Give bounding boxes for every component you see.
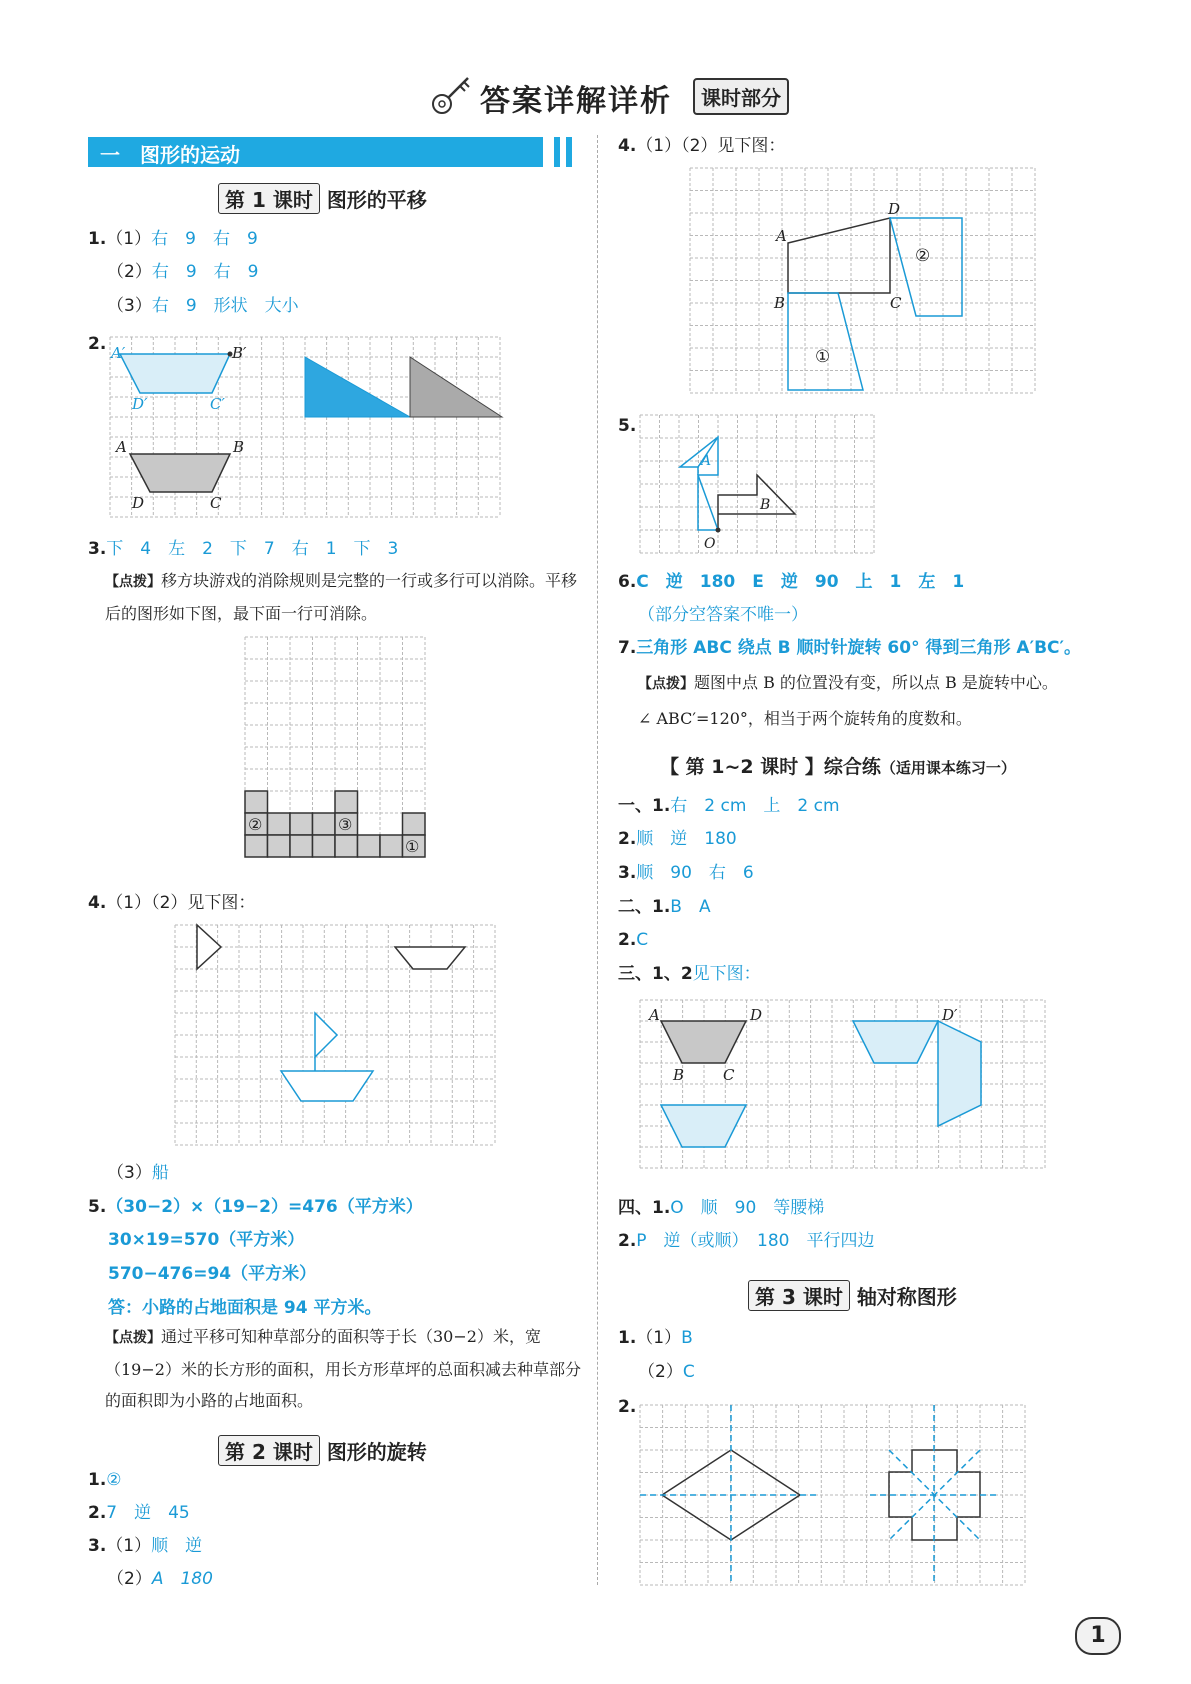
q3-note: 【点拨】移方块游戏的消除规则是完整的一行或多行可以消除。平移后的图形如下图，最下面一行可消除。 — [105, 571, 578, 623]
c1-1: 一、1.右 2 cm 上 2 cm — [618, 796, 840, 816]
svg-text:B′: B′ — [232, 344, 247, 362]
q5-line4: 答：小路的占地面积是 94 平方米。 — [108, 1298, 382, 1318]
svg-text:C: C — [723, 1066, 735, 1084]
q3-answer: 3.下 4 左 2 下 7 右 1 下 3 — [88, 539, 399, 559]
r-q7: 7.三角形 ABC 绕点 B 顺时针旋转 60° 得到三角形 A′BC′。 — [618, 638, 1081, 658]
l2-q2: 2.7 逆 45 — [88, 1503, 190, 1523]
section-title: 一 图形的运动 — [100, 143, 240, 167]
lesson-2-box: 第 2 课时 — [218, 1435, 320, 1466]
c4-2: 2.P 逆（或顺） 180 平行四边 — [618, 1231, 875, 1251]
q5-line1: 5.（30−2）×（19−2）=476（平方米） — [88, 1197, 423, 1217]
lesson-1-subtitle: 图形的平移 — [326, 188, 427, 212]
svg-text:②: ② — [915, 246, 931, 266]
l2-q1: 1.② — [88, 1470, 122, 1490]
q4-left: 4.（1）（2）见下图： — [88, 893, 256, 913]
l3-q2-figure — [640, 1405, 1025, 1585]
lesson-3-box: 第 3 课时 — [748, 1280, 850, 1311]
svg-text:D: D — [888, 200, 901, 218]
lesson-12-heading: 【 第 1~2 课时 】综合练（适用课本练习一） — [660, 756, 1016, 778]
r-q7-note2: ∠ ABC′=120°，相当于两个旋转角的度数和。 — [638, 709, 972, 728]
svg-text:C′: C′ — [210, 395, 225, 413]
c4-1: 四、1.O 顺 90 等腰梯 — [618, 1198, 825, 1218]
lesson-1-heading — [218, 183, 427, 214]
svg-text:C: C — [210, 494, 222, 512]
svg-text:D′: D′ — [132, 395, 148, 413]
svg-text:A: A — [649, 1006, 660, 1024]
page-title: 答案详解详析 — [480, 84, 672, 119]
q4-3: （3）船 — [107, 1163, 169, 1183]
r-q5-figure — [640, 415, 875, 555]
q1-line3: （3）右 9 形状 大小 — [107, 296, 299, 316]
svg-text:B: B — [774, 294, 786, 312]
section-bar — [88, 137, 543, 167]
svg-text:C: C — [890, 294, 902, 312]
svg-text:O: O — [704, 536, 716, 552]
svg-text:D: D — [750, 1006, 763, 1024]
svg-text:A′: A′ — [111, 344, 126, 362]
svg-text:B: B — [760, 497, 771, 513]
svg-text:①: ① — [815, 347, 831, 367]
svg-text:B: B — [233, 438, 245, 456]
r-q6-note: （部分空答案不唯一） — [638, 605, 808, 625]
lesson-1-box: 第 1 课时 — [218, 183, 320, 214]
svg-text:D′: D′ — [942, 1006, 958, 1024]
c2-1: 二、1.B A — [618, 897, 711, 917]
svg-text:③: ③ — [338, 815, 353, 834]
q4-left-figure — [175, 925, 495, 1145]
c3: 三、1、2见下图： — [618, 964, 761, 984]
section-bar-stripe — [554, 137, 560, 167]
c1-3: 3.顺 90 右 6 — [618, 863, 754, 883]
l2-q3-1: 3.（1）顺 逆 — [88, 1536, 203, 1556]
q1-line2: （2）右 9 右 9 — [107, 262, 259, 282]
q5-note: 【点拨】通过平移可知种草部分的面积等于长（30−2）米，宽（19−2）米的长方形的面积，用长方形草坪的总面积减去种草部分的面积即为小路的占地面积。 — [105, 1327, 581, 1410]
page-number: 1 — [1075, 1617, 1121, 1655]
r-q5-label: 5. — [618, 416, 637, 436]
r-q4: 4.（1）（2）见下图： — [618, 136, 786, 156]
section-bar-stripe — [566, 137, 572, 167]
r-q6: 6.C 逆 180 E 逆 90 上 1 左 1 — [618, 572, 965, 592]
l2-q3-2: （2）A 180 — [107, 1569, 213, 1589]
q2-figure — [110, 337, 505, 517]
q5-line2: 30×19=570（平方米） — [108, 1230, 305, 1250]
q2-label: 2. — [88, 334, 107, 354]
c1-2: 2.顺 逆 180 — [618, 829, 737, 849]
l3-q1-1: 1.（1）B — [618, 1328, 693, 1348]
lesson-2-subtitle: 图形的旋转 — [326, 1440, 427, 1464]
column-divider — [597, 135, 598, 1585]
page-tag: 课时部分 — [693, 78, 789, 115]
q5-line3: 570−476=94（平方米） — [108, 1264, 317, 1284]
q1-line1: 1.（1）右 9 右 9 — [88, 229, 258, 249]
svg-text:②: ② — [248, 815, 263, 834]
svg-text:B: B — [673, 1066, 685, 1084]
l3-q2-label: 2. — [618, 1397, 637, 1417]
q3-figure — [245, 637, 425, 862]
c3-figure — [640, 1000, 1045, 1170]
lesson-3-heading — [748, 1280, 957, 1311]
key-icon — [430, 74, 478, 118]
r-q7-note1: 【点拨】题图中点 B 的位置没有变，所以点 B 是旋转中心。 — [638, 673, 1058, 692]
c2-2: 2.C — [618, 930, 649, 950]
svg-text:A: A — [116, 438, 127, 456]
svg-text:①: ① — [405, 837, 420, 856]
svg-text:D: D — [132, 494, 145, 512]
lesson-2-heading — [218, 1435, 427, 1466]
lesson-3-subtitle: 轴对称图形 — [856, 1285, 957, 1309]
header — [430, 74, 850, 118]
svg-text:A: A — [701, 453, 712, 469]
svg-text:A: A — [776, 227, 787, 245]
r-q4-figure — [690, 168, 1035, 393]
l3-q1-2: （2）C — [638, 1362, 695, 1382]
